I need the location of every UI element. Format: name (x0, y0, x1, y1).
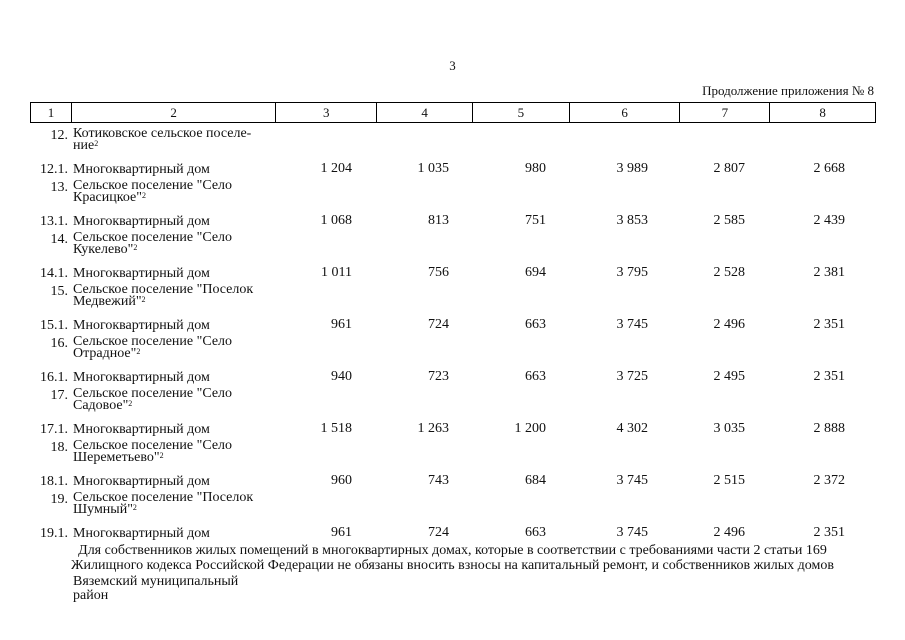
row-name-line-1: Многоквартирный дом (73, 214, 210, 229)
header-col-1: 1 (47, 105, 55, 120)
row-number: 15. (50, 284, 68, 299)
row-name-line-2 (73, 244, 232, 256)
row-name-line-1: Сельское поселение "Поселок (73, 282, 254, 297)
row-name (73, 388, 232, 412)
row-name-line-1: Многоквартирный дом (73, 266, 210, 281)
row-name (73, 492, 253, 516)
row-number: 16. (50, 336, 68, 351)
row-number: 15.1. (40, 318, 68, 333)
header-col-4: 4 (376, 103, 472, 122)
value-col-8: 2 351 (813, 317, 845, 332)
footnote-ref: 2 (141, 191, 146, 200)
row-number: 17. (50, 388, 68, 403)
value-col-4: 1 263 (417, 421, 449, 436)
row-name (73, 232, 232, 256)
row-name (73, 528, 210, 540)
header-col-3: 3 (275, 103, 376, 122)
value-col-7: 2 495 (713, 369, 745, 384)
table-row (0, 470, 905, 492)
footnote-ref: 2 (128, 399, 133, 408)
row-name-line-1: Сельское поселение "Село (73, 334, 233, 349)
row-name-line-2 (73, 348, 232, 360)
row-name (73, 336, 232, 360)
region-label (73, 575, 238, 603)
footnote-ref: 2 (132, 503, 137, 512)
value-col-4: 756 (428, 265, 449, 280)
value-col-5: 663 (525, 369, 546, 384)
header-col-2: 2 (71, 103, 276, 122)
row-name-line-2 (73, 452, 232, 464)
value-col-6: 4 302 (616, 421, 648, 436)
region-line-1: Вяземский муниципальный (73, 574, 239, 589)
row-name (73, 424, 210, 436)
value-col-7: 2 496 (713, 525, 745, 540)
row-name (73, 268, 210, 280)
row-name-line-2-text: ние (73, 138, 95, 153)
value-col-8: 2 888 (813, 421, 845, 436)
header-col-7: 7 (679, 103, 769, 122)
footnote (0, 543, 905, 573)
group-row (0, 232, 905, 262)
row-name-line-2-text: Красицкое" (73, 190, 142, 205)
row-name-line-2 (73, 504, 253, 516)
row-name (73, 372, 210, 384)
group-row (0, 336, 905, 366)
row-name-line-1: Многоквартирный дом (73, 370, 210, 385)
value-col-5: 1 200 (514, 421, 546, 436)
group-row (0, 440, 905, 470)
row-number: 19.1. (40, 526, 68, 541)
value-col-6: 3 989 (616, 161, 648, 176)
table-row (0, 522, 905, 544)
value-col-8: 2 372 (813, 473, 845, 488)
row-name-line-1: Сельское поселение "Село (73, 386, 233, 401)
row-number: 13.1. (40, 214, 68, 229)
value-col-7: 2 528 (713, 265, 745, 280)
value-col-4: 724 (428, 525, 449, 540)
row-number: 18. (50, 440, 68, 455)
value-col-3: 940 (331, 369, 352, 384)
value-col-8: 2 668 (813, 161, 845, 176)
value-col-5: 751 (525, 213, 546, 228)
value-col-6: 3 795 (616, 265, 648, 280)
row-name-line-2-text: Шумный" (73, 502, 133, 517)
value-col-3: 1 068 (320, 213, 352, 228)
row-name-line-1: Многоквартирный дом (73, 318, 210, 333)
row-name-line-2-text: Кукелево" (73, 242, 134, 257)
row-name-line-2 (73, 192, 232, 204)
row-name (73, 440, 232, 464)
group-row (0, 492, 905, 522)
row-name (73, 284, 253, 308)
row-name-line-1: Многоквартирный дом (73, 474, 210, 489)
row-number: 12. (50, 128, 68, 143)
value-col-8: 2 381 (813, 265, 845, 280)
value-col-5: 663 (525, 525, 546, 540)
row-name-line-1: Сельское поселение "Село (73, 438, 233, 453)
row-number: 18.1. (40, 474, 68, 489)
table-row (0, 366, 905, 388)
header-col-6: 6 (569, 103, 680, 122)
row-name-line-2-text: Отрадное" (73, 346, 137, 361)
row-number: 19. (50, 492, 68, 507)
value-col-4: 724 (428, 317, 449, 332)
footnote-ref: 2 (133, 243, 138, 252)
value-col-7: 2 807 (713, 161, 745, 176)
page-number: 3 (449, 58, 456, 73)
value-col-7: 2 585 (713, 213, 745, 228)
row-name-line-1: Сельское поселение "Поселок (73, 490, 254, 505)
value-col-8: 2 439 (813, 213, 845, 228)
region-line-2: район (73, 588, 109, 603)
group-row (0, 388, 905, 418)
value-col-3: 1 204 (320, 161, 352, 176)
row-name-line-1: Сельское поселение "Село (73, 178, 233, 193)
value-col-7: 2 515 (713, 473, 745, 488)
row-name-line-1: Сельское поселение "Село (73, 230, 233, 245)
table-row (0, 314, 905, 336)
value-col-4: 723 (428, 369, 449, 384)
row-name (73, 164, 210, 176)
value-col-3: 1 011 (321, 265, 352, 280)
value-col-3: 1 518 (320, 421, 352, 436)
table-row (0, 262, 905, 284)
row-name-line-2 (73, 400, 232, 412)
table-row (0, 418, 905, 440)
row-number: 14.1. (40, 266, 68, 281)
value-col-7: 2 496 (713, 317, 745, 332)
row-number: 17.1. (40, 422, 68, 437)
value-col-3: 961 (331, 317, 352, 332)
value-col-4: 813 (428, 213, 449, 228)
value-col-3: 961 (331, 525, 352, 540)
value-col-4: 1 035 (417, 161, 449, 176)
row-name (73, 320, 210, 332)
row-name-line-1: Котиковское сельское поселе- (73, 126, 252, 141)
row-name (73, 128, 251, 152)
row-name (73, 180, 232, 204)
row-name-line-2-text: Шереметьево" (73, 450, 160, 465)
row-number: 14. (50, 232, 68, 247)
value-col-7: 3 035 (713, 421, 745, 436)
table-row (0, 158, 905, 180)
footnote-ref: 2 (159, 451, 164, 460)
row-name (73, 216, 210, 228)
header-col-8: 8 (769, 103, 875, 122)
value-col-5: 663 (525, 317, 546, 332)
value-col-6: 3 745 (616, 525, 648, 540)
group-row (0, 128, 905, 158)
value-col-8: 2 351 (813, 369, 845, 384)
row-name-line-2-text: Медвежий" (73, 294, 142, 309)
appendix-note: Продолжение приложения № 8 (702, 83, 874, 98)
footnote-ref: 2 (141, 295, 146, 304)
value-col-5: 694 (525, 265, 546, 280)
group-row (0, 284, 905, 314)
row-name-line-1: Многоквартирный дом (73, 526, 210, 541)
value-col-6: 3 745 (616, 473, 648, 488)
row-number: 16.1. (40, 370, 68, 385)
value-col-6: 3 853 (616, 213, 648, 228)
table-header (30, 102, 876, 123)
row-name-line-1: Многоквартирный дом (73, 162, 210, 177)
value-col-5: 980 (525, 161, 546, 176)
footnote-line-2: Жилищного кодекса Российской Федерации не обязаны вносить взносы на капитальный ремонт, и собственников жилых домов (71, 558, 834, 573)
row-name-line-1: Многоквартирный дом (73, 422, 210, 437)
value-col-3: 960 (331, 473, 352, 488)
row-name-line-2 (73, 296, 253, 308)
value-col-6: 3 745 (616, 317, 648, 332)
row-name-line-2-text: Садовое" (73, 398, 129, 413)
header-col-5: 5 (472, 103, 569, 122)
value-col-8: 2 351 (813, 525, 845, 540)
group-row (0, 180, 905, 210)
value-col-4: 743 (428, 473, 449, 488)
row-name (73, 476, 210, 488)
row-name-line-2 (73, 140, 251, 152)
footnote-ref: 2 (136, 347, 141, 356)
table-row (0, 210, 905, 232)
row-number: 12.1. (40, 162, 68, 177)
footnote-ref: 2 (94, 139, 99, 148)
row-number: 13. (50, 180, 68, 195)
value-col-5: 684 (525, 473, 546, 488)
value-col-6: 3 725 (616, 369, 648, 384)
footnote-line-1: Для собственников жилых помещений в многоквартирных домах, которые в соответствии с требованиями части 2 статьи 169 (78, 543, 827, 558)
